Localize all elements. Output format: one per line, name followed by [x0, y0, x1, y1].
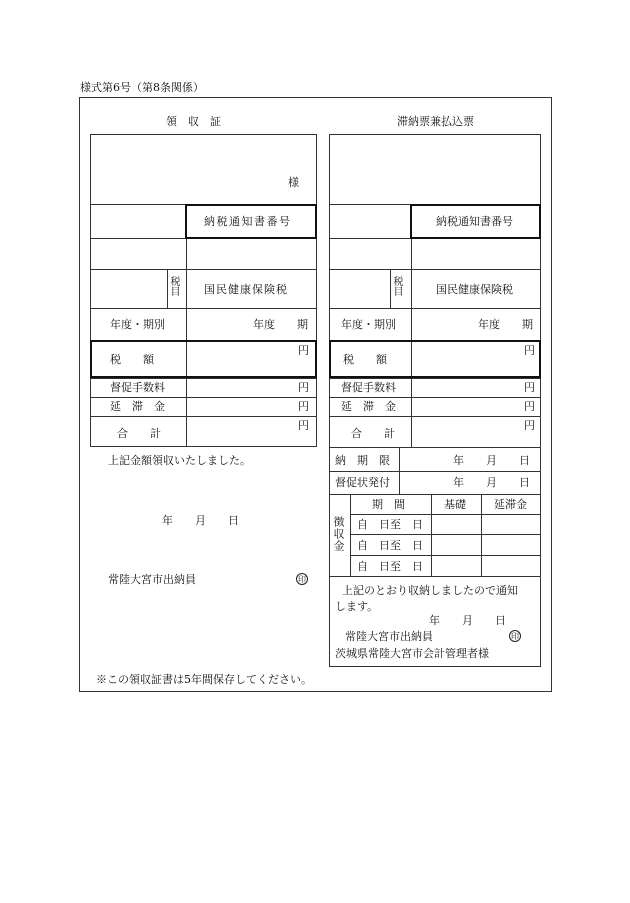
right-total-yen: 円 — [524, 419, 535, 432]
right-tax-item-label: 税目 — [391, 276, 402, 296]
right-reminder-label: 督促状発付 — [335, 476, 390, 489]
right-delay-label: 延 滞 金 — [341, 400, 396, 413]
collection-row-1: 自 日至 日 — [357, 518, 423, 531]
left-seal-icon: 印 — [298, 575, 306, 584]
left-cashier: 常陸大宮市出納員 — [108, 573, 196, 586]
retention-note: ※この領収証書は5年間保存してください。 — [96, 673, 312, 686]
right-year-period-value: 年度 期 — [478, 318, 533, 331]
left-tax-amount-yen: 円 — [298, 344, 309, 357]
collection-row-3: 自 日至 日 — [357, 560, 423, 573]
left-year-period-label: 年度・期別 — [110, 318, 165, 331]
left-title: 領 収 証 — [166, 115, 221, 128]
right-cashier: 常陸大宮市出納員 — [345, 630, 433, 643]
left-fee-label: 督促手数料 — [110, 381, 165, 394]
right-delay-yen: 円 — [524, 400, 535, 413]
left-received-text: 上記金額領収いたしました。 — [108, 454, 251, 467]
left-date: 年 月 日 — [162, 514, 239, 527]
collection-side-label: 徴収金 — [332, 516, 345, 552]
right-deadline-date: 年 月 日 — [453, 454, 530, 467]
right-deadline-label: 納 期 限 — [335, 454, 390, 467]
collection-row-2: 自 日至 日 — [357, 539, 423, 552]
right-tax-item-value: 国民健康保険税 — [436, 283, 513, 296]
right-notice-number-label: 納税通知書番号 — [436, 215, 513, 228]
right-seal-icon: 印 — [511, 632, 519, 641]
left-total-yen: 円 — [298, 419, 309, 432]
left-tax-item-label: 税目 — [168, 276, 179, 296]
left-total-label: 合 計 — [117, 427, 161, 440]
left-fee-yen: 円 — [298, 381, 309, 394]
left-notice-number-label: 納税通知書番号 — [204, 215, 292, 228]
form-number: 様式第6号（第8条関係） — [80, 81, 204, 94]
right-tax-amount-label: 税 額 — [343, 353, 387, 366]
right-reminder-date: 年 月 日 — [453, 476, 530, 489]
left-sama: 様 — [288, 176, 299, 189]
right-notice-text-1: 上記のとおり収納しましたので通知 — [342, 584, 518, 597]
left-year-period-value: 年度 期 — [253, 318, 308, 331]
right-tax-amount-yen: 円 — [524, 344, 535, 357]
right-title: 滞納票兼払込票 — [397, 115, 474, 128]
right-addressee: 茨城県常陸大宮市会計管理者様 — [335, 647, 489, 660]
right-notice-text-2: します。 — [335, 600, 379, 613]
right-fee-label: 督促手数料 — [341, 381, 396, 394]
collection-header-delay: 延滞金 — [494, 498, 527, 511]
right-fee-yen: 円 — [524, 381, 535, 394]
left-delay-label: 延 滞 金 — [110, 400, 165, 413]
left-delay-yen: 円 — [298, 400, 309, 413]
right-year-period-label: 年度・期別 — [341, 318, 396, 331]
left-tax-item-value: 国民健康保険税 — [204, 283, 288, 296]
right-total-label: 合 計 — [351, 427, 395, 440]
collection-header-period: 期 間 — [372, 498, 405, 511]
left-tax-amount-label: 税 額 — [110, 353, 154, 366]
collection-header-base: 基礎 — [444, 498, 466, 511]
right-notice-date: 年 月 日 — [429, 614, 506, 627]
